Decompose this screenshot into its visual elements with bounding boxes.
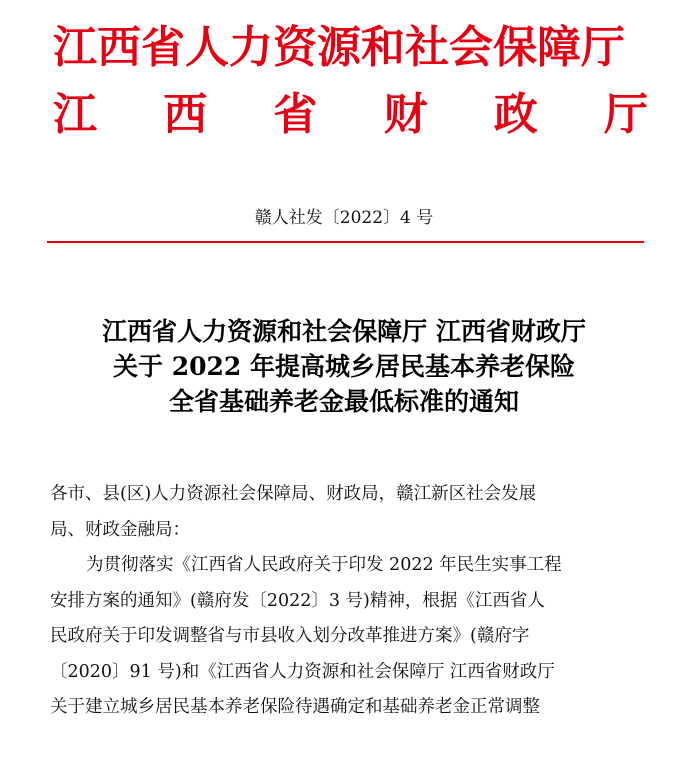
paragraph-line: 安排方案的通知》(赣府发〔2022〕3 号)精神，根据《江西省人 [50,590,545,611]
document-title [20,314,668,419]
paragraph-line: 〔2020〕91 号)和《江西省人力资源和社会保障厅 江西省财政厅 [50,661,555,682]
issuer-header-line-2 [53,87,648,143]
issuer-header-char: 厅 [603,89,648,140]
issuer-header-line-1: 江西省人力资源和社会保障厅 [53,22,625,73]
issuer-header-char: 西 [163,89,208,140]
issuer-header-char: 江 [53,89,97,140]
issuer-header-char: 财 [383,89,428,140]
paragraph-line: 民政府关于印发调整省与市县收入划分改革推进方案》(赣府字 [50,626,530,646]
issuer-header-char: 政 [493,89,538,140]
document-number: 赣人社发〔2022〕4 号 [254,208,434,228]
issuer-header-char: 省 [273,89,318,140]
title-line-1: 江西省人力资源和社会保障厅 江西省财政厅 [102,317,586,346]
title-line-2: 关于 2022 年提高城乡居民基本养老保险 [113,352,575,381]
paragraph-line: 为贯彻落实《江西省人民政府关于印发 2022 年民生实事工程 [86,555,562,575]
paragraph-line: 关于建立城乡居民基本养老保险待遇确定和基础养老金正常调整 [50,697,540,717]
salutation-line: 各市、县(区)人力资源社会保障局、财政局，赣江新区社会发展 [50,484,537,504]
document-body [50,477,644,726]
red-divider [47,241,644,243]
salutation-line: 局、财政金融局： [50,519,190,540]
title-line-3: 全省基础养老金最低标准的通知 [168,387,519,416]
